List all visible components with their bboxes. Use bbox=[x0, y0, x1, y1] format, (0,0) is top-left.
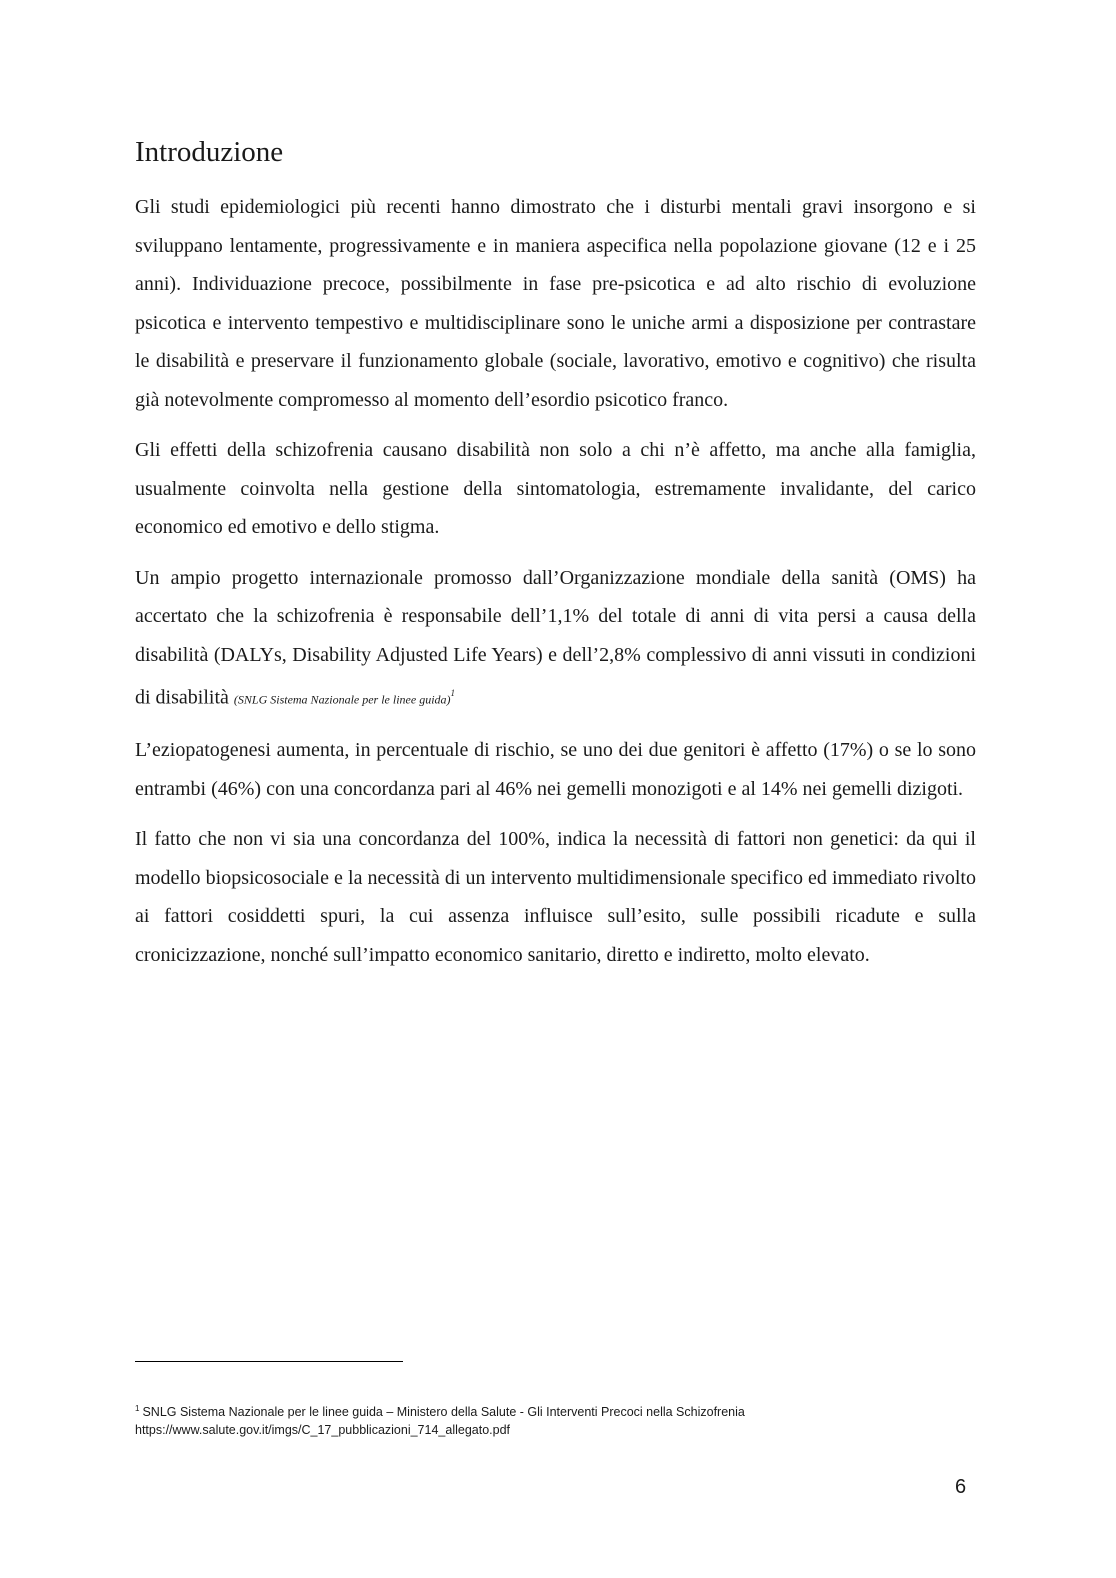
section-heading: Introduzione bbox=[135, 136, 284, 168]
paragraph-3 bbox=[135, 559, 976, 720]
footnote-mark: 1 bbox=[135, 1404, 140, 1413]
paragraph-1: Gli studi epidemiologici più recenti hanno dimostrato che i disturbi mentali gravi insorgono e si sviluppano lentamente, progressivamente e in maniera aspecifica nella popolazione giovane (12 e i 25 anni). Individuazione precoce, possibilmente in fase pre-psicotica e ad alto rischio di evoluzione psicotica e intervento tempestivo e multidisciplinare sono le uniche armi a disposizione per contrastare le disabilità e preservare il funzionamento globale (sociale, lavorativo, emotivo e cognitivo) che risulta già notevolmente compromesso al momento dell’esordio psicotico franco. bbox=[135, 196, 976, 411]
footnote-url[interactable]: https://www.salute.gov.it/imgs/C_17_pubblicazioni_714_allegato.pdf bbox=[135, 1423, 510, 1438]
footnote-reference[interactable]: 1 bbox=[450, 688, 456, 698]
main-content bbox=[135, 130, 976, 986]
footnote-text: SNLG Sistema Nazionale per le linee guida – Ministero della Salute - Gli Interventi Precoci nella Schizofrenia bbox=[142, 1405, 745, 1420]
paragraph-2: Gli effetti della schizofrenia causano disabilità non solo a chi n’è affetto, ma anche alla famiglia, usualmente coinvolta nella gestione della sintomatologia, estremamente invalidante, del carico economico ed emotivo e dello stigma. bbox=[135, 439, 976, 538]
footnote bbox=[135, 1400, 976, 1439]
footnote-line-1 bbox=[135, 1400, 976, 1421]
paragraph-5: Il fatto che non vi sia una concordanza del 100%, indica la necessità di fattori non genetici: da qui il modello biopsicosociale e la necessità di un intervento multidimensionale specifico ed immediato rivolto ai fattori cosiddetti spuri, la cui assenza influisce sull’esito, sulle possibili ricadute e sulla cronicizzazione, nonché sull’impatto economico sanitario, diretto e indiretto, molto elevato. bbox=[135, 828, 976, 966]
page-number: 6 bbox=[955, 1476, 967, 1498]
paragraph-3-text: Un ampio progetto internazionale promosso dall’Organizzazione mondiale della sanità (OMS) ha accertato che la schizofrenia è responsabile dell’1,1% del totale di anni di vita persi a causa della disabilità (DALYs, Disability Adjusted Life Years) e dell’2,8% complessivo di anni vissuti in condizioni di disabilità bbox=[135, 566, 976, 709]
inline-citation: (SNLG Sistema Nazionale per le linee guida) bbox=[233, 692, 451, 707]
paragraph-4: L’eziopatogenesi aumenta, in percentuale di rischio, se uno dei due genitori è affetto (17%) o se lo sono entrambi (46%) con una concordanza pari al 46% nei gemelli monozigoti e al 14% nei gemelli dizigoti. bbox=[135, 739, 976, 800]
footnote-divider bbox=[135, 1361, 403, 1362]
